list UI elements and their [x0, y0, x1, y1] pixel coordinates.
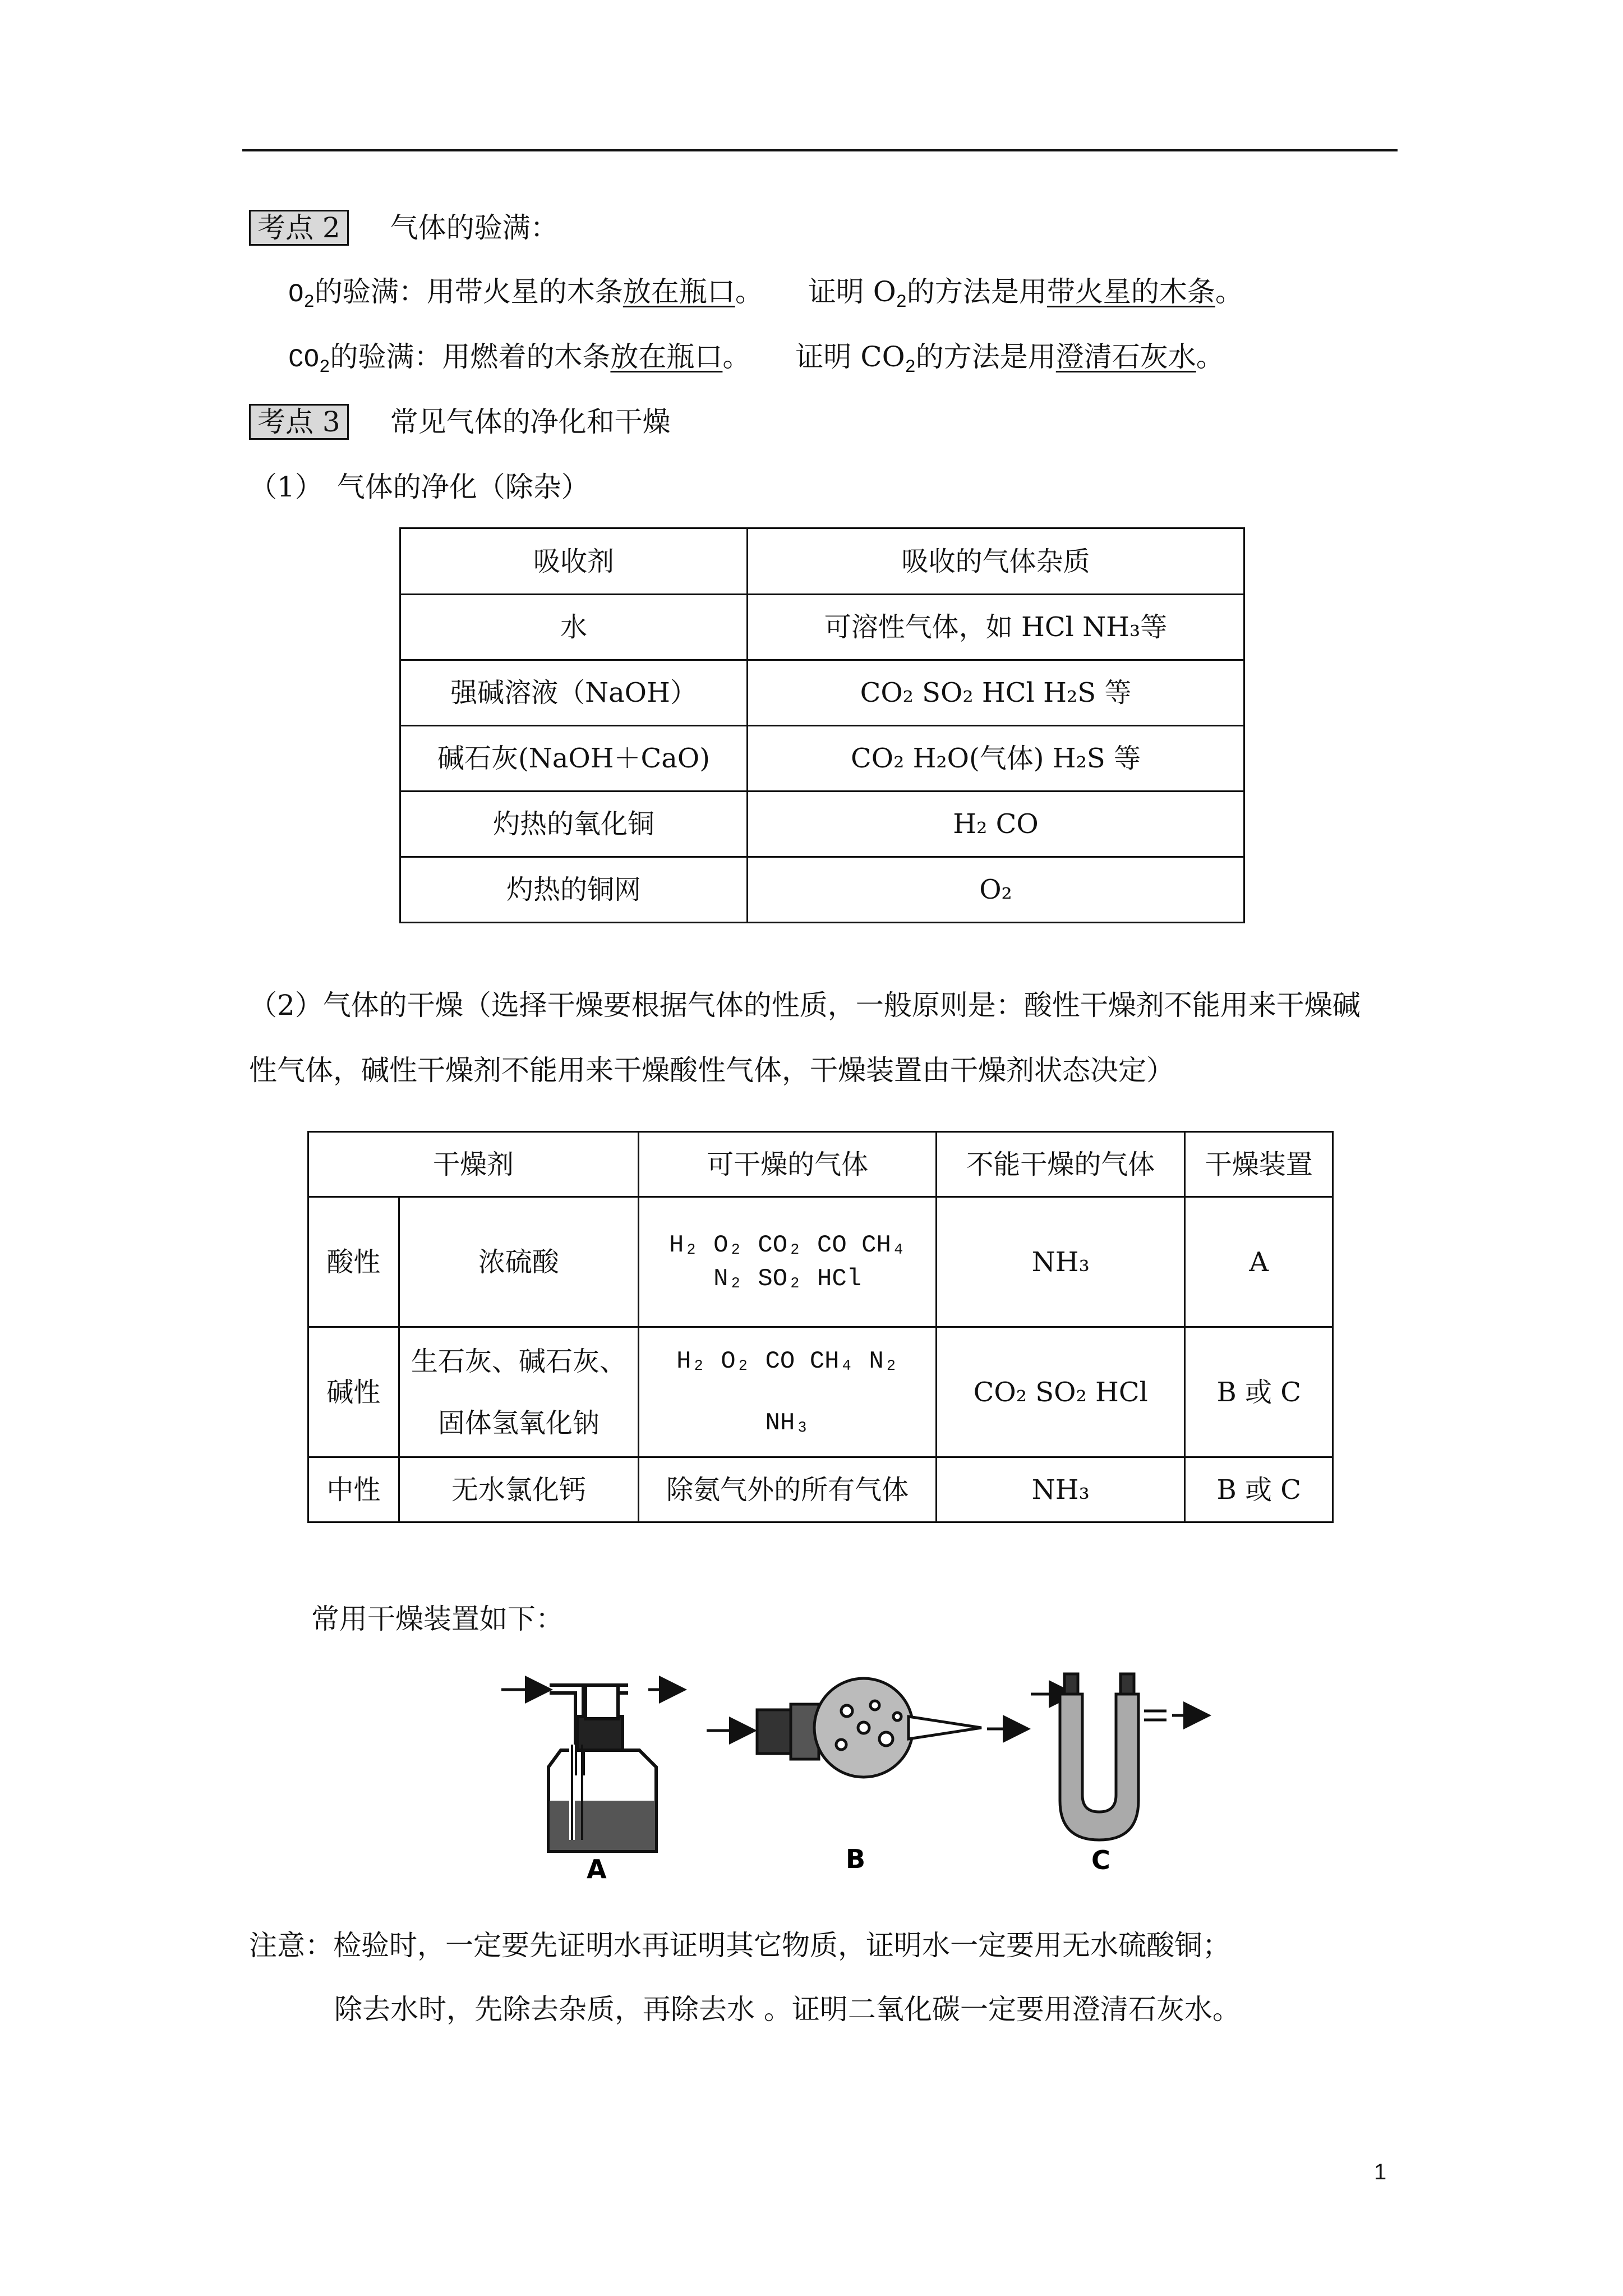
header-rule — [242, 149, 1398, 151]
table-row — [400, 792, 1244, 857]
column-header: 干燥剂 — [308, 1132, 639, 1197]
column-header: 吸收剂 — [400, 528, 748, 595]
drying-subheading-line2: 性气体，碱性干燥剂不能用来干燥酸性气体，干燥装置由干燥剂状态决定） — [249, 1054, 1174, 1087]
absorbent-cell: 强碱溶液（NaOH） — [400, 660, 748, 726]
desiccant-cell: 生石灰、碱石灰、 固体氢氧化钠 — [399, 1327, 638, 1457]
dryable-gases-cell: 除氨气外的所有气体 — [639, 1457, 937, 1522]
drying-bulb-b — [707, 1678, 1025, 1777]
table-header-row — [308, 1132, 1333, 1197]
point2-tag: 考点 2 — [249, 210, 349, 246]
table-row — [400, 660, 1244, 726]
column-header: 不能干燥的气体 — [937, 1132, 1185, 1197]
absorbent-cell: 水 — [400, 595, 748, 660]
column-header: 干燥装置 — [1185, 1132, 1333, 1197]
u-tube-c — [1031, 1674, 1206, 1840]
purification-table — [399, 527, 1245, 923]
impurity-cell: O₂ — [747, 857, 1244, 923]
device-label-a: A — [587, 1854, 607, 1884]
drying-subheading-line1: （2）气体的干燥（选择干燥要根据气体的性质，一般原则是：酸性干燥剂不能用来干燥碱 — [249, 989, 1361, 1022]
column-header: 吸收的气体杂质 — [747, 528, 1244, 595]
device-cell: B 或 C — [1185, 1457, 1333, 1522]
device-cell: A — [1185, 1197, 1333, 1327]
dryable-gases-cell: H₂ O₂ CO₂ CO CH₄ N₂ SO₂ HCl — [639, 1197, 937, 1327]
impurity-cell: CO₂ H₂O(气体) H₂S 等 — [747, 726, 1244, 792]
table-row — [308, 1457, 1333, 1522]
note-line-1: 注意：检验时，一定要先证明水再证明其它物质，证明水一定要用无水硫酸铜； — [249, 1929, 1230, 1962]
point3-tag: 考点 3 — [249, 404, 349, 440]
impurity-cell: 可溶性气体，如 HCl NH₃等 — [747, 595, 1244, 660]
drying-table — [307, 1131, 1334, 1523]
devices-intro: 常用干燥装置如下： — [311, 1603, 564, 1635]
dryable-gases-cell: H₂ O₂ CO CH₄ N₂ NH₃ — [639, 1327, 937, 1457]
point2-title: 气体的验满： — [390, 211, 559, 244]
page-number: 1 — [1374, 2160, 1387, 2184]
drying-apparatus-figure — [494, 1660, 1279, 1896]
desiccant-type-cell: 酸性 — [308, 1197, 399, 1327]
absorbent-cell: 灼热的铜网 — [400, 857, 748, 923]
desiccant-type-cell: 中性 — [308, 1457, 399, 1522]
point3-heading — [249, 405, 671, 439]
desiccant-cell: 无水氯化钙 — [399, 1457, 638, 1522]
device-label-c: C — [1091, 1845, 1110, 1875]
desiccant-cell: 浓硫酸 — [399, 1197, 638, 1327]
washing-bottle-a — [501, 1685, 681, 1851]
point2-heading — [249, 211, 559, 245]
column-header: 可干燥的气体 — [639, 1132, 937, 1197]
non-dryable-gases-cell: NH₃ — [937, 1197, 1185, 1327]
absorbent-cell: 碱石灰(NaOH＋CaO) — [400, 726, 748, 792]
co2-line: $CO_2$的验满：用燃着的木条放在瓶口。 证明 $CO_2$的方法是用澄清石灰水。 — [288, 341, 1224, 378]
absorbent-cell: 灼热的氧化铜 — [400, 792, 748, 857]
device-label-b: B — [846, 1844, 866, 1874]
table-row — [308, 1327, 1333, 1457]
purification-subheading: （1） 气体的净化（除杂） — [249, 471, 589, 503]
table-row — [400, 726, 1244, 792]
note-line-2: 除去水时，先除去杂质，再除去水 。证明二氧化碳一定要用澄清石灰水。 — [334, 1993, 1241, 2026]
table-row — [400, 595, 1244, 660]
impurity-cell: CO₂ SO₂ HCl H₂S 等 — [747, 660, 1244, 726]
desiccant-type-cell: 碱性 — [308, 1327, 399, 1457]
table-row — [400, 857, 1244, 923]
table-row — [308, 1197, 1333, 1327]
table-header-row — [400, 528, 1244, 595]
impurity-cell: H₂ CO — [747, 792, 1244, 857]
point3-title: 常见气体的净化和干燥 — [390, 406, 671, 438]
non-dryable-gases-cell: CO₂ SO₂ HCl — [937, 1327, 1185, 1457]
device-cell: B 或 C — [1185, 1327, 1333, 1457]
non-dryable-gases-cell: NH₃ — [937, 1457, 1185, 1522]
o2-line: $O_2$的验满：用带火星的木条放在瓶口。 证明 $O_2$的方法是用带火星的木条。 — [288, 275, 1243, 312]
